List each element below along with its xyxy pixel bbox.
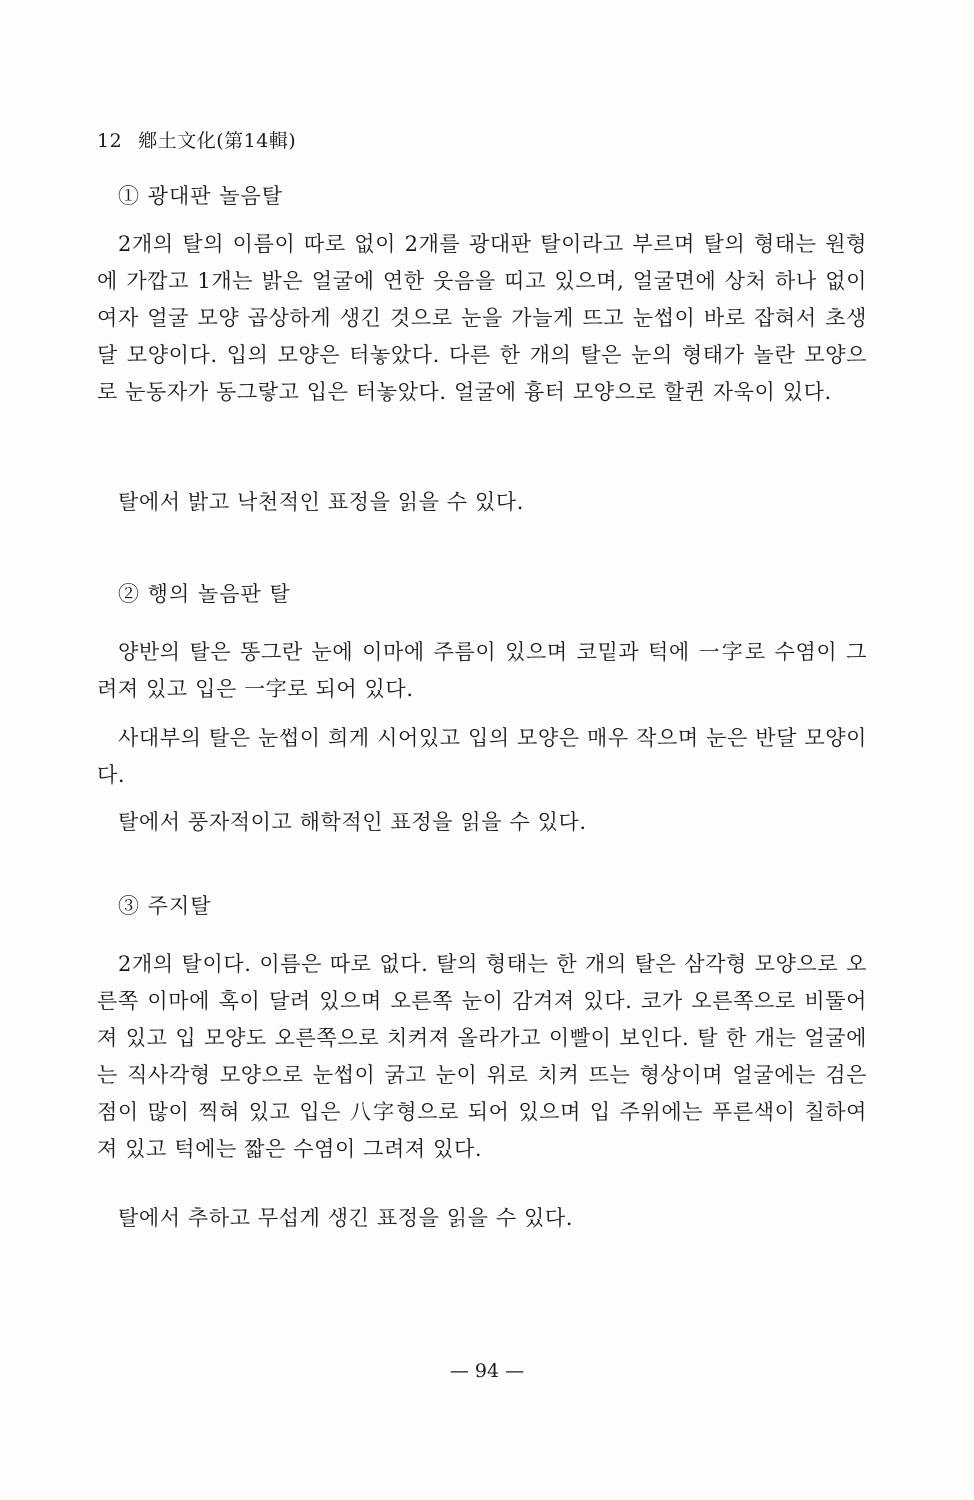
section-2-paragraph-1: 양반의 탈은 똥그란 눈에 이마에 주름이 있으며 코밑과 턱에 一字로 수염이 그려져 있고 입은 一字로 되어 있다. <box>97 640 867 701</box>
section-title-1: ① 광대판 놀음탈 <box>118 184 284 208</box>
section-1-paragraph-2: 탈에서 밝고 낙천적인 표정을 읽을 수 있다. <box>118 490 524 514</box>
header-journal-title: 鄕土文化(第14輯) <box>138 130 297 152</box>
section-title-3: ③ 주지탈 <box>118 894 212 918</box>
header-page-number: 12 <box>97 130 123 152</box>
page-folio: — 94 — <box>449 1360 525 1382</box>
section-3-paragraph-2: 탈에서 추하고 무섭게 생긴 표정을 읽을 수 있다. <box>118 1206 574 1230</box>
section-1-paragraph-1: 2개의 탈의 이름이 따로 없이 2개를 광대판 탈이라고 부르며 탈의 형태는 원형에 가깝고 1개는 밝은 얼굴에 연한 웃음을 띠고 있으며, 얼굴면에 상처 하나 없이 여자 얼굴 모양 곱상하게 생긴 것으로 눈을 가늘게 뜨고 눈썹이 바로 잡혀서 초생달 모양이다. 입의 모양은 터놓았다. 다른 한 개의 탈은 눈의 형태가 놀란 모양으로 눈동자가 동그랗고 입은 터놓았다. 얼굴에 흉터 모양으로 할퀸 자욱이 있다. <box>97 232 867 404</box>
section-title-2: ② 행의 놀음판 탈 <box>118 582 291 606</box>
section-3-paragraph-1: 2개의 탈이다. 이름은 따로 없다. 탈의 형태는 한 개의 탈은 삼각형 모양으로 오른쪽 이마에 혹이 달려 있으며 오른쪽 눈이 감겨져 있다. 코가 오른쪽으로 비뚤어져 있고 입 모양도 오른쪽으로 치켜져 올라가고 이빨이 보인다. 탈 한 개는 얼굴에는 직사각형 모양으로 눈썹이 굵고 눈이 위로 치켜 뜨는 형상이며 얼굴에는 검은 점이 많이 찍혀 있고 입은 八字형으로 되어 있으며 입 주위에는 푸른색이 칠하여져 있고 턱에는 짧은 수염이 그려져 있다. <box>97 952 867 1161</box>
running-head <box>97 126 296 153</box>
section-2-paragraph-3: 탈에서 풍자적이고 해학적인 표정을 읽을 수 있다. <box>118 810 587 834</box>
section-2-paragraph-2: 사대부의 탈은 눈썹이 희게 시어있고 입의 모양은 매우 작으며 눈은 반달 모양이다. <box>97 726 867 787</box>
